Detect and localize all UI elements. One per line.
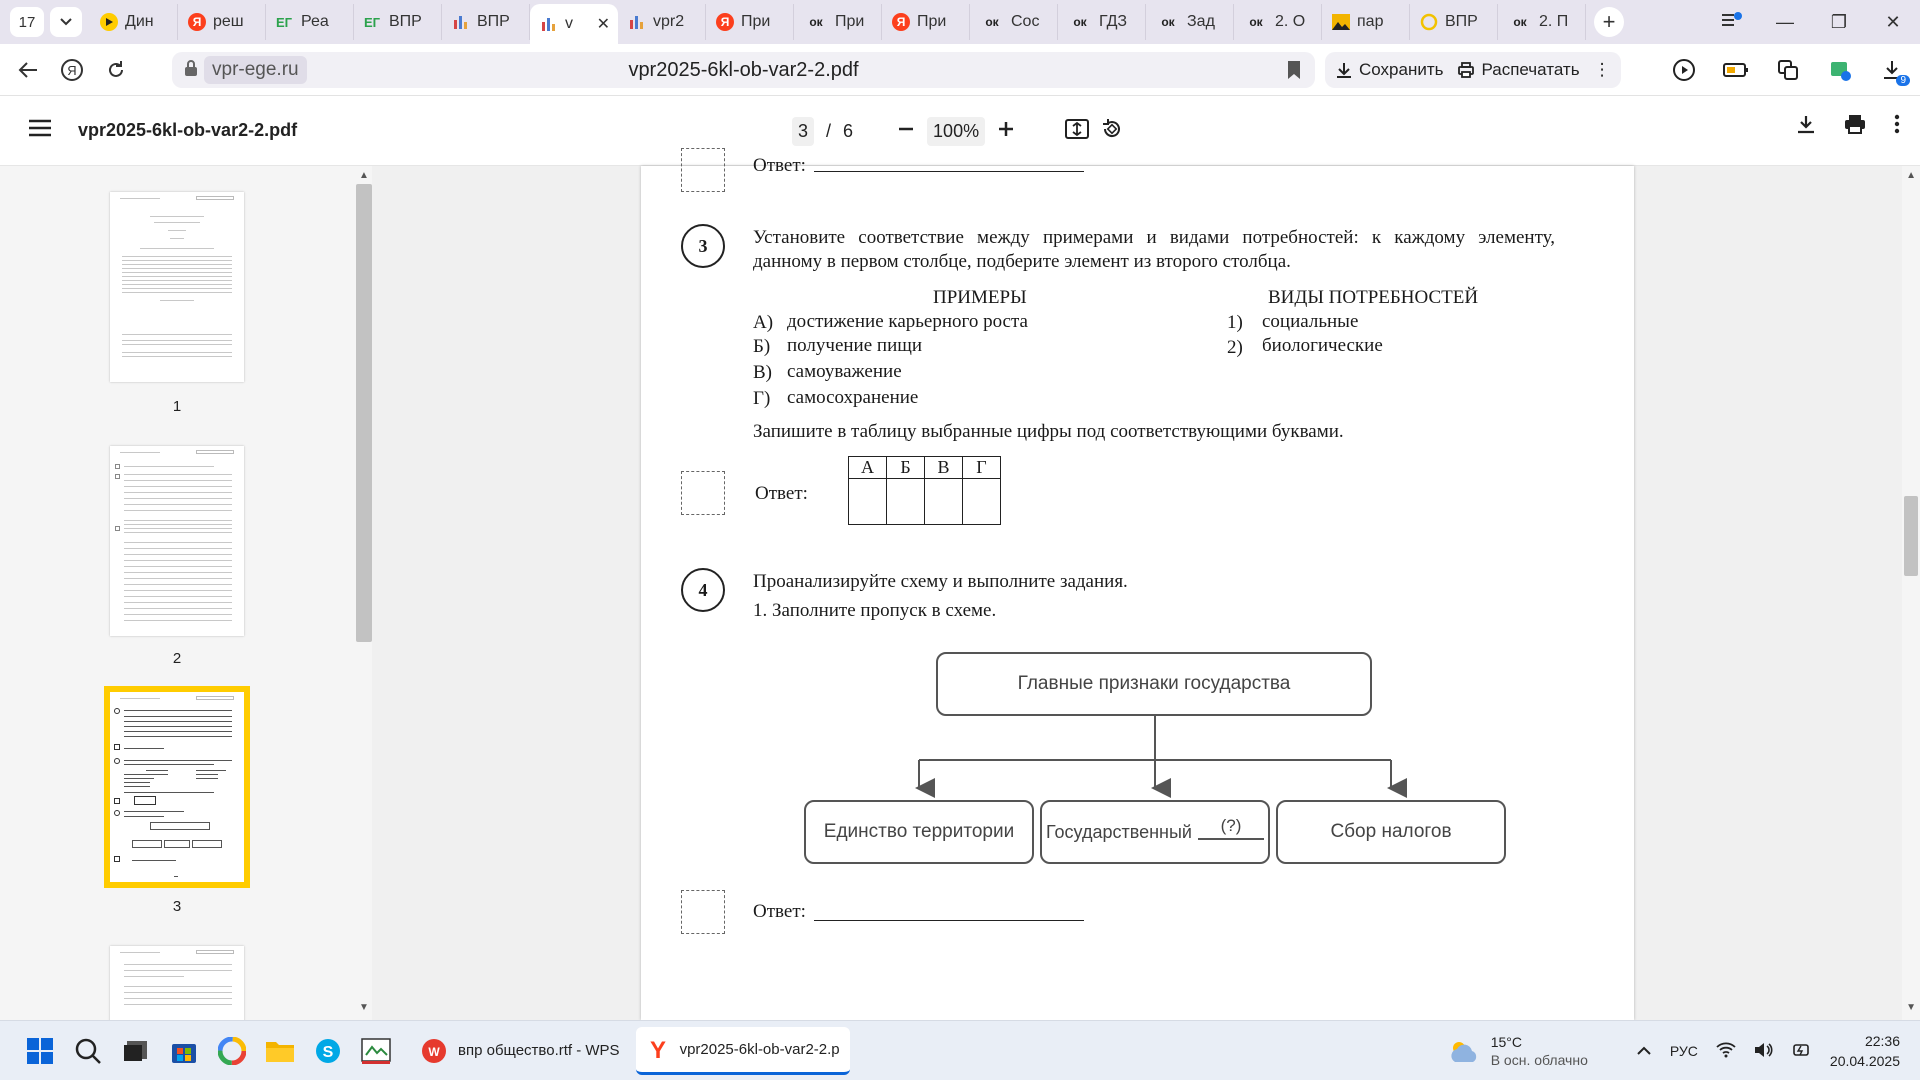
answer-line-4[interactable] [814,920,1084,921]
file-explorer-icon[interactable] [260,1031,300,1071]
example-letter-b: Б) [753,336,771,357]
url-page-title: vpr2025-6kl-ob-var2-2.pdf [628,58,859,81]
weather-widget[interactable] [1447,1033,1588,1069]
pdf-actions [1325,52,1621,88]
windows-start-icon[interactable] [20,1031,60,1071]
browser-tab[interactable] [1146,4,1234,40]
pdf-page-controls [792,114,1123,148]
print-button[interactable] [1457,60,1579,80]
media-play-icon[interactable] [1666,52,1702,88]
thumbnail-number-2: 2 [172,650,182,667]
main-scroll-thumb[interactable] [1904,496,1918,576]
browser-tab-label: ВПР [1445,13,1478,30]
browser-tab-label: 2. О [1275,13,1306,30]
svg-text:ЕГ: ЕГ [276,15,293,30]
ok-icon: ок [1249,15,1263,29]
clock-date: 20.04.2025 [1829,1053,1900,1069]
pdf-file-name: vpr2025-6kl-ob-var2-2.pdf [78,120,298,140]
example-text-g: самосохранение [787,387,919,408]
zoom-in-icon[interactable] [997,120,1015,143]
bookmark-icon[interactable] [1287,60,1301,85]
diagram-middle-label: Государственный [1046,821,1192,842]
browser-tab[interactable] [706,4,794,40]
pdf-toolbar [0,96,1920,166]
main-scroll-up-icon[interactable]: ▲ [1906,170,1916,181]
question-3-text-line1: Установите соответствие между примерами и видами потребностей: к каждому элементу, [753,227,1555,248]
question-4-text-line2: 1. Заполните пропуск в схеме. [753,600,997,621]
hamburger-menu-icon[interactable] [28,119,52,142]
thumbnail-number-1: 1 [172,398,182,415]
yandex-icon: Я [188,13,206,31]
example-text-b: получение пищи [787,335,923,356]
diagram-box-middle [1040,800,1270,864]
needs-header: ВИДЫ ПОТРЕБНОСТЕЙ [1268,287,1479,308]
svg-text:S: S [322,1043,334,1061]
example-letter-v: В) [753,362,772,383]
answer-table-header-g: Г [963,457,1001,479]
ok-icon: ок [1513,15,1527,29]
minimize-icon[interactable]: — [1776,11,1794,32]
ok-icon: ок [809,15,823,29]
url-host: vpr-ege.ru [204,56,307,84]
window-controls [1704,0,1920,44]
browser-tab[interactable] [266,4,354,40]
browser-tab-label: ГДЗ [1099,13,1128,30]
thumbnail-page-2[interactable] [110,446,244,636]
browser-tab-label: Зад [1187,13,1215,30]
need-text-2: биологические [1262,335,1383,356]
lock-icon[interactable] [184,60,198,81]
cloud-sun-icon [1447,1038,1481,1064]
browser-tab-label: При [835,13,865,30]
total-pages: 6 [843,120,854,141]
system-clock[interactable] [1830,1031,1900,1071]
yandex-home-icon[interactable] [50,48,94,92]
browser-tab-label: ВПР [477,13,510,30]
example-text-a: достижение карьерного роста [787,311,1028,332]
browser-tab[interactable] [618,4,706,40]
ok-icon: ок [985,15,999,29]
diagram-box-left: Единство территории [804,800,1034,864]
answer-table-header-b: Б [887,457,925,479]
sidebar-scroll-up-icon[interactable]: ▲ [359,170,369,181]
thumbnail-page-4[interactable] [110,946,244,1026]
tab-list [90,0,1586,44]
page-separator: / [826,120,832,141]
save-button[interactable] [1335,60,1443,80]
clock-time: 22:36 [1864,1033,1900,1049]
browser-tab[interactable] [442,4,530,40]
browser-tab[interactable] [90,4,178,40]
restore-icon[interactable]: ❐ [1830,11,1848,32]
need-text-1: социальные [1262,311,1359,332]
colorful-app-icon[interactable] [212,1031,252,1071]
ok-icon: ок [1161,15,1175,29]
answer-table-header-a: А [849,457,887,479]
browser-tab[interactable] [794,4,882,40]
pdf-more-icon[interactable] [1894,114,1900,139]
browser-tab[interactable] [1322,4,1410,40]
yandex-browser-icon [646,1036,670,1062]
browser-tab[interactable] [882,4,970,40]
question-4-text-line1: Проанализируйте схему и выполните задания. [753,571,1128,592]
question-3-text-line2: данному в первом столбце, подберите элемент из второго столбца. [753,251,1291,272]
search-icon[interactable] [68,1031,108,1071]
url-field[interactable] [172,52,1315,88]
downloads-icon[interactable] [1874,52,1910,88]
taskbar-app-wps[interactable] [410,1027,630,1075]
play-icon [100,13,118,31]
browser-tab-label: Реа [301,13,329,30]
browser-tab-label: реш [213,13,244,30]
browser-tab[interactable] [970,4,1058,40]
yandex-icon: Я [892,13,910,31]
browser-tab[interactable] [530,4,618,44]
browser-tab[interactable] [1498,4,1586,40]
taskbar-app-yandex[interactable] [636,1027,850,1075]
svg-text:Я: Я [67,62,77,78]
tab-count-button[interactable]: 17 [10,7,44,37]
task-view-icon[interactable] [116,1031,156,1071]
extension-green-icon[interactable] [1822,52,1858,88]
question-3-instruction: Запишите в таблицу выбранные цифры под соответствующими буквами. [753,421,1344,442]
browser-tab-label: ВПР [389,13,422,30]
downloads-badge: 9 [1896,75,1910,86]
svg-text:Y: Y [649,1037,666,1062]
wifi-icon[interactable] [1716,1042,1736,1061]
volume-icon[interactable] [1754,1042,1774,1061]
battery-icon[interactable] [1718,52,1754,88]
ok-icon: ок [1073,15,1087,29]
more-vertical-icon[interactable]: ⋮ [1593,60,1611,79]
diagram-top-box: Главные признаки государства [936,652,1372,716]
chart-icon [452,13,470,31]
store-icon[interactable] [164,1031,204,1071]
weather-temp: 15°C [1490,1034,1522,1050]
browser-tab[interactable] [178,4,266,40]
chart-icon [540,15,558,33]
sun-icon [1420,13,1438,31]
pdf-page [641,155,1634,1020]
taskbar [0,1020,1920,1080]
pdf-download-icon[interactable] [1796,114,1816,139]
pdf-print-icon[interactable] [1844,114,1866,139]
examples-header: ПРИМЕРЫ [933,287,1027,308]
sidebar-scroll-thumb[interactable] [356,184,372,642]
browser-tab[interactable] [1234,4,1322,40]
close-window-icon[interactable]: ✕ [1885,11,1901,32]
zoom-level-input[interactable]: 100% [927,117,985,146]
thumbnail-sidebar [0,166,372,1020]
svg-text:W: W [428,1044,440,1059]
svg-text:ЕГ: ЕГ [364,15,381,30]
ege-icon [364,13,382,31]
reload-icon[interactable] [94,48,138,92]
battery-charging-icon[interactable] [1792,1041,1812,1062]
main-scroll-down-icon[interactable]: ▼ [1906,1002,1916,1013]
browser-tab-label: 2. П [1539,13,1569,30]
back-arrow-icon[interactable] [6,48,50,92]
browser-tab-label: При [741,13,771,30]
thumbnail-page-3[interactable] [110,692,244,882]
close-tab-icon[interactable]: ✕ [596,16,610,33]
fit-page-icon[interactable] [1065,119,1089,144]
answer-table-header-v: В [925,457,963,479]
sidebar-scroll-down-icon[interactable]: ▼ [359,1002,369,1013]
question-4-number: 4 [681,568,725,612]
weather-desc: В осн. облачно [1490,1052,1588,1068]
download-icon [1335,61,1353,79]
question-3-number: 3 [681,224,725,268]
example-letter-g: Г) [753,388,771,409]
tray-chevron-up-icon[interactable] [1636,1043,1652,1059]
diagram-connectors [641,166,1634,1020]
pdf-right-actions [1796,114,1900,139]
address-bar [0,44,1920,96]
answer-label-3: Ответ: [755,483,808,504]
need-number-1: 1) [1227,312,1243,333]
prev-answer-label: Ответ: [753,155,806,176]
page-number-input[interactable]: 3 [792,117,814,146]
printer-icon [1457,61,1475,79]
answer-label-4: Ответ: [753,901,806,922]
zoom-out-icon[interactable] [897,120,915,143]
system-tray [1447,1021,1900,1080]
tab-list-chevron-icon[interactable] [50,7,82,37]
rotate-icon[interactable] [1101,118,1123,145]
example-letter-a: А) [753,312,774,333]
browser-tab-label: vpr2 [653,13,685,30]
browser-tab-strip [0,0,1920,44]
language-indicator[interactable]: РУС [1669,1043,1698,1059]
ege-icon [276,13,294,31]
chart-icon [628,13,646,31]
answer-checkbox-4 [681,890,725,934]
new-tab-button[interactable]: + [1594,7,1624,37]
browser-tab-label: v [565,15,573,32]
diagram-blank: (?) [1198,816,1264,840]
taskbar-app-yandex-label: vpr2025-6kl-ob-var2-2.p [679,1040,840,1058]
diagram-box-right: Сбор налогов [1276,800,1506,864]
browser-tab[interactable] [1058,4,1146,40]
tabs-panel-icon[interactable] [1704,12,1758,33]
main-scrollbar[interactable] [1902,166,1920,1020]
need-number-2: 2) [1227,337,1243,358]
browser-tab-label: При [917,13,947,30]
thumbnail-page-1[interactable] [110,192,244,382]
extensions [1666,52,1910,88]
save-label: Сохранить [1359,60,1444,79]
wps-icon [420,1037,448,1065]
thumbnail-number-3: 3 [172,898,182,915]
pdf-viewer [0,155,1920,1020]
print-label: Распечатать [1481,60,1580,79]
browser-tab[interactable] [1410,4,1498,40]
skype-icon[interactable] [308,1031,348,1071]
taskbar-app-wps-label: впр общество.rtf - WPS [458,1042,620,1059]
yandex-icon: Я [716,13,734,31]
example-text-v: самоуважение [787,361,902,382]
browser-tab-label: Сос [1011,13,1040,30]
collections-icon[interactable] [1770,52,1806,88]
browser-tab[interactable] [354,4,442,40]
screen-app-icon[interactable] [356,1031,396,1071]
browser-tab-label: пар [1357,13,1384,30]
browser-tab-label: Дин [125,13,154,30]
image-icon [1332,13,1350,31]
